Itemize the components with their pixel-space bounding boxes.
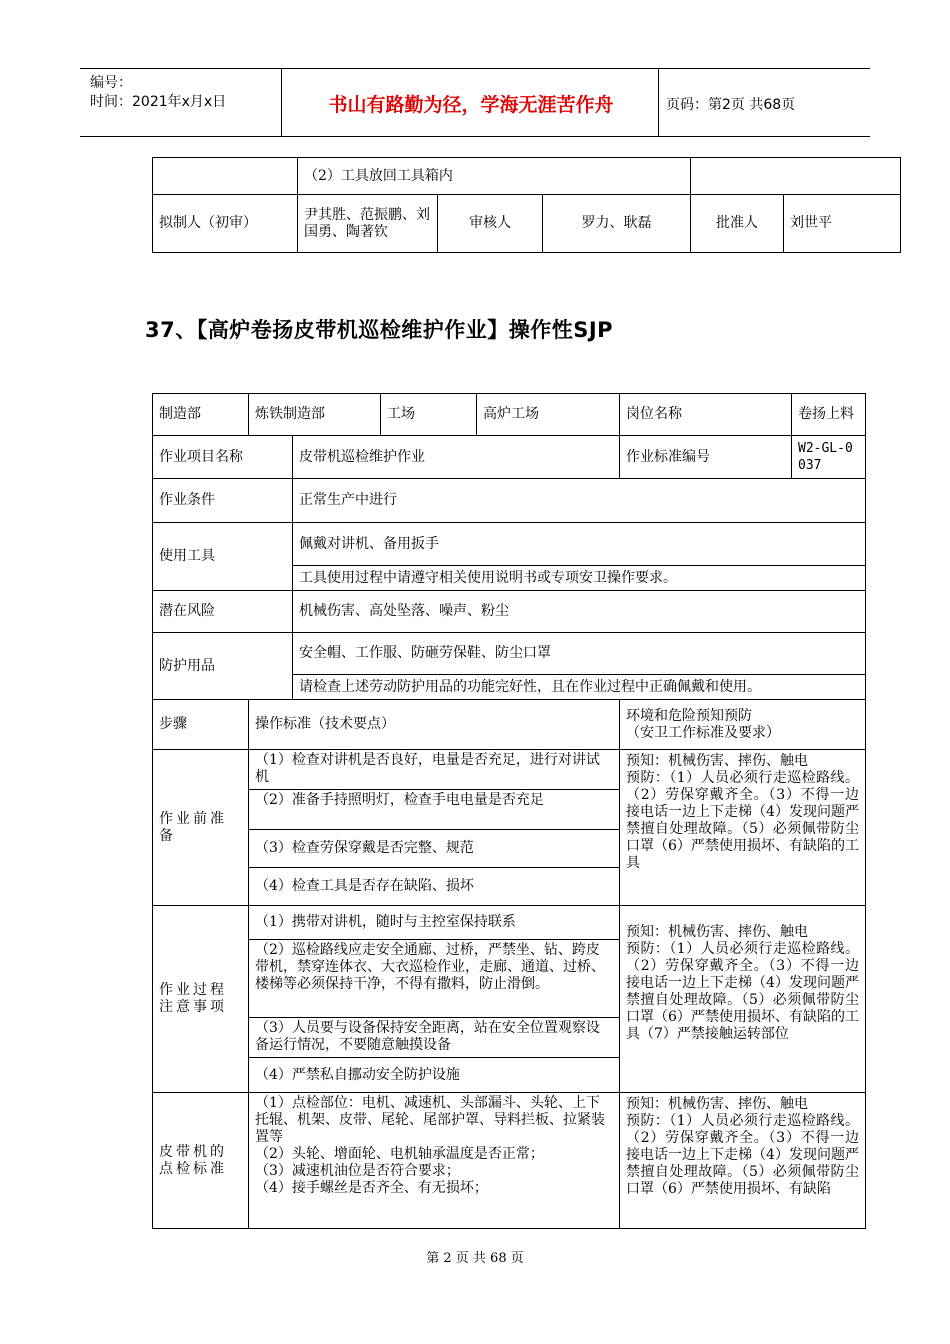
drafter-names: 尹其胜、范振鹏、刘国勇、陶著钦	[298, 195, 438, 253]
prep-item-1: （1）检查对讲机是否良好，电量是否充足，进行对讲试机	[249, 750, 620, 790]
check-item-1: （1）点检部位：电机、减速机、头部漏斗、头轮、上下托辊、机架、皮带、尾轮、尾部护罩、导料拦板、拉紧装置等	[255, 1095, 605, 1145]
check-item-2: （2）头轮、增面轮、电机轴承温度是否正常；	[255, 1146, 544, 1162]
plant-label: 工场	[381, 394, 477, 436]
std-no-value: W2-GL-0037	[792, 436, 866, 479]
ppe-value-2: 请检查上述劳动防护用品的功能完好性，且在作业过程中正确佩戴和使用。	[293, 675, 866, 700]
post-value: 卷扬上料	[792, 394, 866, 436]
header-divider	[658, 68, 659, 136]
risk-value: 机械伤害、高处坠落、噪声、粉尘	[293, 591, 866, 633]
header-bottom-rule	[80, 136, 870, 137]
cond-value: 正常生产中进行	[293, 479, 866, 523]
prep-item-2: （2）准备手持照明灯，检查手电电量是否充足	[249, 790, 620, 830]
process-label: 作业过程注意事项	[153, 906, 249, 1093]
prep-risk: 预知：机械伤害、摔伤、触电 预防：（1）人员必须行走巡检路线。（2）劳保穿戴齐全。（3）不得一边接电话一边上下走梯（4）发现问题严禁擅自处理故障。（5）必须佩带防尘口罩（6）严禁使用损坏、有缺陷的工具	[620, 750, 866, 906]
risk-label: 潜在风险	[153, 591, 293, 633]
sjp-table	[152, 393, 866, 1229]
item-value: 皮带机巡检维护作业	[293, 436, 620, 479]
std-no-label: 作业标准编号	[620, 436, 792, 479]
check-label: 皮带机的点检标准	[153, 1093, 249, 1229]
process-item-4: （4）严禁私自挪动安全防护设施	[249, 1058, 620, 1093]
tool-return-cell: （2）工具放回工具箱内	[298, 158, 691, 195]
check-item-3: （3）减速机油位是否符合要求；	[255, 1163, 460, 1179]
page-footer: 第 2 页 共 68 页	[426, 1251, 524, 1266]
header-number-label: 编号：	[90, 75, 132, 91]
env-label: 环境和危险预知预防 （安卫工作标准及要求）	[620, 700, 866, 750]
top-table	[152, 157, 901, 253]
dept-label: 制造部	[153, 394, 249, 436]
process-risk: 预知：机械伤害、摔伤、触电 预防：（1）人员必须行走巡检路线。（2）劳保穿戴齐全。（3）不得一边接电话一边上下走梯（4）发现问题严禁擅自处理故障。（5）必须佩带防尘口罩（6）严禁使用损坏、有缺陷的工具（7）严禁接触运转部位	[620, 906, 866, 1093]
process-item-3: （3）人员要与设备保持安全距离，站在安全位置观察设备运行情况，不要随意触摸设备	[249, 1018, 620, 1058]
approver-label: 批准人	[691, 195, 784, 253]
tools-value-2: 工具使用过程中请遵守相关使用说明书或专项安卫操作要求。	[293, 566, 866, 591]
cond-label: 作业条件	[153, 479, 293, 523]
process-item-2: （2）巡检路线应走安全通廊、过桥，严禁坐、钻、跨皮带机，禁穿连体衣、大衣巡检作业，走廊、通道、过桥、楼梯等必须保持干净，不得有撒料，防止滑倒。	[249, 940, 620, 1018]
header-page-info: 页码：第2页 共68页	[666, 97, 796, 113]
check-risk: 预知：机械伤害、摔伤、触电 预防：（1）人员必须行走巡检路线。（2）劳保穿戴齐全。（3）不得一边接电话一边上下走梯（4）发现问题严禁擅自处理故障。（5）必须佩带防尘口罩（6）严禁使用损坏、有缺陷	[620, 1093, 866, 1229]
dept-value: 炼铁制造部	[249, 394, 381, 436]
header-motto: 书山有路勤为径，学海无涯苦作舟	[328, 94, 614, 116]
blank-cell	[691, 158, 901, 195]
prep-item-4: （4）检查工具是否存在缺陷、损坏	[249, 868, 620, 906]
ppe-label: 防护用品	[153, 633, 293, 700]
blank-cell	[153, 158, 298, 195]
step-label: 步骤	[153, 700, 249, 750]
ppe-value-1: 安全帽、工作服、防砸劳保鞋、防尘口罩	[293, 633, 866, 675]
process-item-1: （1）携带对讲机，随时与主控室保持联系	[249, 906, 620, 940]
section-title: 37、【高炉卷扬皮带机巡检维护作业】操作性SJP	[145, 318, 614, 342]
header-top-rule	[80, 68, 870, 69]
prep-label: 作业前准备	[153, 750, 249, 906]
check-items	[249, 1093, 620, 1229]
drafter-label: 拟制人（初审）	[153, 195, 298, 253]
item-label: 作业项目名称	[153, 436, 293, 479]
plant-value: 高炉工场	[477, 394, 620, 436]
post-label: 岗位名称	[620, 394, 792, 436]
prep-item-3: （3）检查劳保穿戴是否完整、规范	[249, 830, 620, 868]
reviewer-names: 罗力、耿磊	[543, 195, 691, 253]
header-divider	[281, 68, 282, 136]
tools-label: 使用工具	[153, 523, 293, 591]
header-time-label: 时间：2021年x月x日	[90, 94, 227, 110]
check-item-4: （4）接手螺丝是否齐全、有无损坏；	[255, 1180, 488, 1196]
op-std-label: 操作标准（技术要点）	[249, 700, 620, 750]
approver-name: 刘世平	[784, 195, 901, 253]
reviewer-label: 审核人	[438, 195, 543, 253]
tools-value-1: 佩戴对讲机、备用扳手	[293, 523, 866, 566]
